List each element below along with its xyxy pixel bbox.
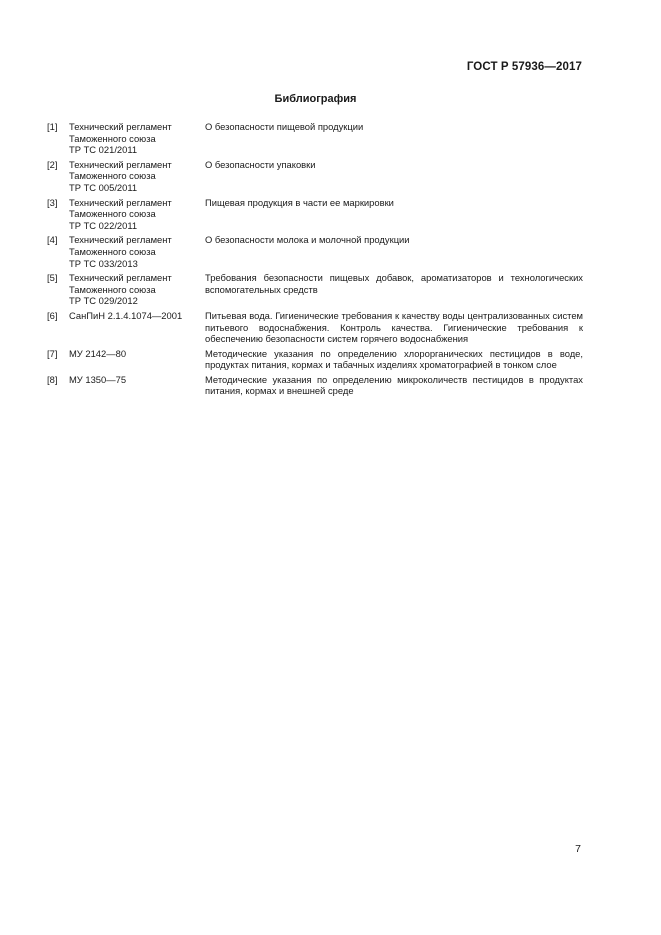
entry-reference: Технический регламент Таможенного союза ТР ТС 033/2013 bbox=[69, 234, 172, 269]
entry-number: [7] bbox=[47, 347, 58, 359]
entry-number: [4] bbox=[47, 234, 58, 246]
page-number: 7 bbox=[575, 843, 581, 855]
entry-description: Методические указания по определению микроколичеств пестицидов в продуктах питания, кормах и внешней среде bbox=[205, 373, 583, 397]
entry-reference: Технический регламент Таможенного союза ТР ТС 021/2011 bbox=[69, 121, 172, 156]
bibliography-list bbox=[47, 121, 583, 400]
entry-reference: СанПиН 2.1.4.1074—2001 bbox=[69, 309, 183, 321]
entry-description: Питьевая вода. Гигиенические требования к качеству воды централизованных систем питьевого водоснабжения. Контроль качества. Гигиенические требования к обеспечению безопасности систем горячего водоснабжения bbox=[205, 309, 583, 345]
entry-reference: Технический регламент Таможенного союза ТР ТС 005/2011 bbox=[69, 158, 172, 193]
entry-description: О безопасности пищевой продукции bbox=[205, 121, 364, 132]
section-title: Библиография bbox=[274, 93, 357, 105]
bibliography-entry bbox=[47, 197, 583, 232]
bibliography-entry bbox=[47, 159, 583, 194]
entry-number: [5] bbox=[47, 272, 58, 284]
entry-reference: МУ 2142—80 bbox=[69, 347, 127, 359]
bibliography-entry bbox=[47, 234, 583, 269]
bibliography-entry bbox=[47, 121, 583, 156]
entry-number: [1] bbox=[47, 121, 58, 132]
bibliography-entry bbox=[47, 348, 583, 371]
entry-description: Требования безопасности пищевых добавок, ароматизаторов и технологических вспомогательных средств bbox=[205, 272, 583, 295]
entry-reference: МУ 1350—75 bbox=[69, 373, 127, 385]
entry-reference: Технический регламент Таможенного союза ТР ТС 029/2012 bbox=[69, 272, 172, 307]
entry-number: [3] bbox=[47, 196, 58, 208]
entry-number: [8] bbox=[47, 373, 58, 385]
bibliography-entry bbox=[47, 374, 583, 397]
entry-description: О безопасности упаковки bbox=[205, 158, 316, 170]
entry-number: [6] bbox=[47, 309, 58, 321]
entry-reference: Технический регламент Таможенного союза ТР ТС 022/2011 bbox=[69, 196, 172, 231]
entry-number: [2] bbox=[47, 158, 58, 170]
bibliography-entry bbox=[47, 310, 583, 345]
entry-description: О безопасности молока и молочной продукции bbox=[205, 234, 410, 246]
entry-description: Методические указания по определению хлорорганических пестицидов в воде, продуктах питания, кормах и табачных изделиях хроматографией в тонком слое bbox=[205, 347, 583, 371]
document-code: ГОСТ Р 57936—2017 bbox=[466, 61, 582, 73]
bibliography-entry bbox=[47, 272, 583, 307]
entry-description: Пищевая продукция в части ее маркировки bbox=[205, 196, 394, 208]
